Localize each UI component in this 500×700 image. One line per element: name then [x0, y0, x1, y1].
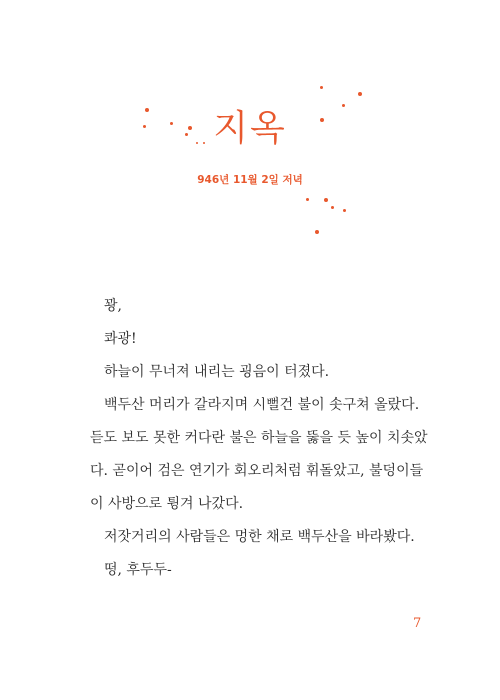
paragraph-line: 백두산 머리가 갈라지며 시뻘건 불이 솟구쳐 올랐다.: [104, 397, 420, 413]
chapter-title: 지옥: [213, 108, 287, 149]
ember-dot: [358, 92, 362, 96]
ember-dot: [324, 198, 328, 202]
paragraph-line: 떵, 후두두-: [104, 562, 172, 578]
paragraph-line: 저잣거리의 사람들은 멍한 채로 백두산을 바라봤다.: [104, 529, 415, 545]
ember-dot: [315, 230, 319, 234]
paragraph-line: 꽝,: [104, 298, 122, 314]
page-number: 7: [413, 616, 422, 631]
paragraph-line: 이 사방으로 튕겨 나갔다.: [90, 496, 244, 512]
body-text: [90, 290, 430, 587]
ember-dot: [306, 198, 309, 201]
ember-dot: [320, 86, 323, 89]
paragraph-line: 다. 곧이어 검은 연기가 회오리처럼 휘돌았고, 불덩이들: [90, 463, 424, 479]
ember-dot: [331, 206, 334, 209]
paragraph-line: 듣도 보도 못한 커다란 불은 하늘을 뚫을 듯 높이 치솟았: [90, 430, 428, 446]
paragraph-line: 콰광!: [104, 331, 137, 347]
paragraph-line: 하늘이 무너져 내리는 굉음이 터졌다.: [104, 364, 330, 380]
ember-dot: [343, 209, 346, 212]
chapter-date: 946년 11월 2일 저녁: [197, 174, 303, 186]
